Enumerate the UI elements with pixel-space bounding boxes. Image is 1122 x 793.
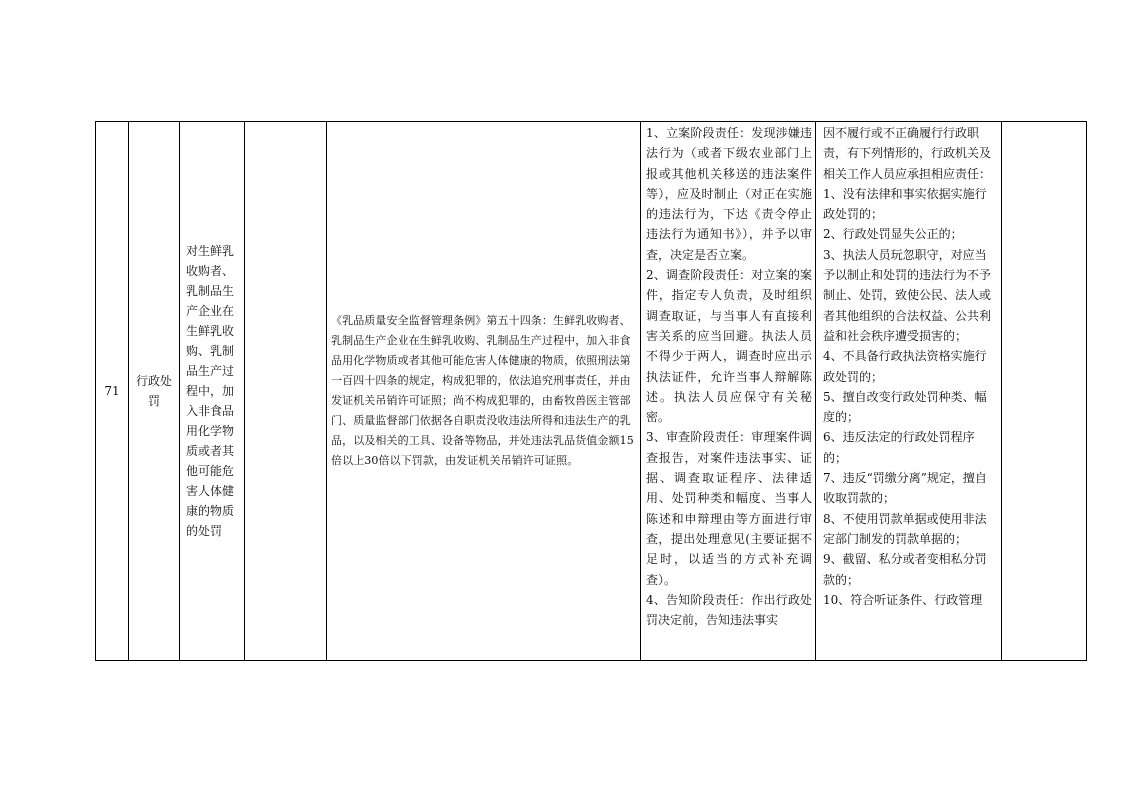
- legal-basis: 《乳品质量安全监督管理条例》第五十四条：生鲜乳收购者、乳制品生产企业在生鲜乳收购、乳制品生产过程中，加入非食品用化学物质或者其他可能危害人体健康的物质，依照刑法第一百四十四条的规定，构成犯罪的，依法追究刑事责任，并由发证机关吊销许可证照；尚不构成犯罪的，由畜牧兽医主管部门、质量监督部门依据各自职责没收违法所得和违法生产的乳品，以及相关的工具、设备等物品，并处违法乳品货值金额15倍以上30倍以下罚款，由发证机关吊销许可证照。: [327, 122, 641, 661]
- accountability-item: 10、符合听证条件、行政管理: [823, 592, 983, 607]
- duty-stage-review: 3、审查阶段责任：审理案件调查报告，对案件违法事实、证据、调查取证程序、法律适用、处罚种类和幅度、当事人陈述和申辩理由等方面进行审查，提出处理意见(主要证据不足时，以适当的方式补充调查）。: [646, 430, 812, 587]
- accountability-item: 7、违反“罚缴分离”规定，擅自收取罚款的；: [823, 471, 987, 506]
- duty-cell: [641, 122, 816, 661]
- accountability-intro: 因不履行或不正确履行行政职责，有下列情形的，行政机关及相关工作人员应承担相应责任：: [823, 126, 992, 181]
- accountability-cell: [816, 122, 1002, 661]
- sub-item-cell: [245, 122, 327, 661]
- accountability-item: 6、违反法定的行政处罚程序的；: [823, 430, 975, 465]
- power-item-name: 对生鲜乳收购者、乳制品生产企业在生鲜乳收购、乳制品生产过程中，加入非食品用化学物质或者其他可能危害人体健康的物质的处罚: [180, 122, 245, 661]
- power-category: 行政处罚: [129, 122, 180, 661]
- duty-stage-investigation: 2、调查阶段责任：对立案的案件，指定专人负责，及时组织调查取证，与当事人有直接利害关系的应当回避。执法人员不得少于两人，调查时应出示执法证件，允许当事人辩解陈述。执法人员应保守有关秘密。: [646, 268, 812, 425]
- power-list-table: [95, 121, 1087, 661]
- duty-stage-notification: 4、告知阶段责任：作出行政处罚决定前，告知违法事实: [646, 592, 812, 628]
- table-row: [96, 122, 1087, 661]
- accountability-item: 8、不使用罚款单据或使用非法定部门制发的罚款单据的；: [823, 511, 987, 546]
- accountability-item: 3、执法人员玩忽职守，对应当予以制止和处罚的违法行为不予制止、处罚，致使公民、法人或者其他组织的合法权益、公共利益和社会秩序遭受损害的；: [823, 247, 992, 343]
- accountability-item: 2、行政处罚显失公正的；: [823, 227, 963, 242]
- accountability-item: 9、截留、私分或者变相私分罚款的；: [823, 552, 987, 587]
- accountability-item: 5、擅自改变行政处罚种类、幅度的；: [823, 389, 987, 425]
- duty-stage-filing: 1、立案阶段责任：发现涉嫌违法行为（或者下级农业部门上报或其他机关移送的违法案件等），应及时制止（对正在实施的违法行为，下达《责令停止违法行为通知书》），并予以审查，决定是否立案。: [646, 126, 812, 262]
- accountability-item: 4、不具备行政执法资格实施行政处罚的；: [823, 349, 987, 384]
- accountability-item: 1、没有法律和事实依据实施行政处罚的；: [823, 186, 987, 222]
- remarks-cell: [1002, 122, 1087, 661]
- row-number: 71: [96, 122, 129, 661]
